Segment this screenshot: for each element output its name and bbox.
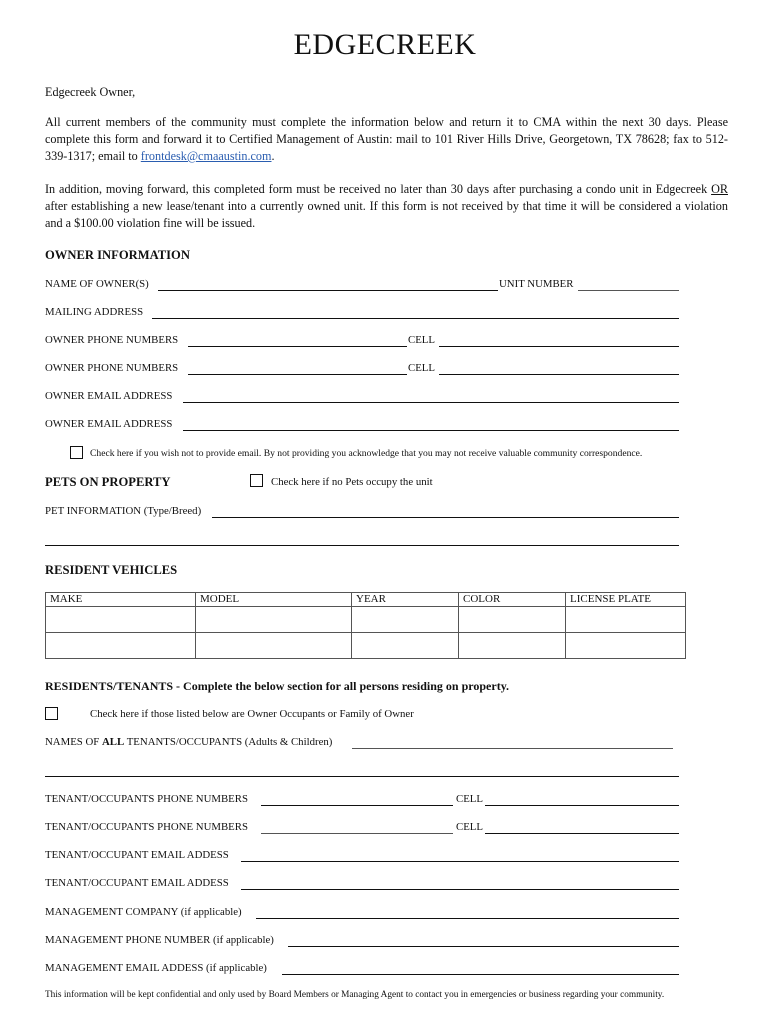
tenant-names-field[interactable] [352,748,673,749]
pets-heading: PETS ON PROPERTY [45,475,171,489]
pet-info-field[interactable] [212,517,679,518]
vehicle-color-cell[interactable] [459,607,566,633]
table-row [46,607,686,633]
salutation: Edgecreek Owner, [45,85,136,99]
tenant-names-label-c: TENANTS/OCCUPANTS (Adults & Children) [124,736,333,748]
owner-email-label-1: OWNER EMAIL ADDRESS [45,390,173,402]
owner-phone-field-1[interactable] [188,346,407,347]
addition-after: after establishing a new lease/tenant into a currently owned unit. If this form is not received by that time it will be considered a violation and a $100.00 violation fine will be issued. [45,199,728,230]
email-link[interactable]: frontdesk@cmaaustin.com [140,149,272,163]
tenant-email-field-1[interactable] [241,861,679,862]
owner-name-field[interactable] [158,290,498,291]
vehicle-year-cell[interactable] [352,607,459,633]
tenant-email-label-1: TENANT/OCCUPANT EMAIL ADDESS [45,849,229,861]
unit-number-field[interactable] [578,290,679,291]
mailing-address-label: MAILING ADDRESS [45,306,144,318]
page-title: EDGECREEK [293,28,477,61]
vehicle-plate-cell[interactable] [566,607,686,633]
residents-heading: RESIDENTS/TENANTS - Complete the below section for all persons residing on property. [45,679,510,693]
col-year: YEAR [352,593,459,607]
vehicle-make-cell[interactable] [46,607,196,633]
vehicle-make-cell[interactable] [46,633,196,659]
owner-name-label: NAME OF OWNER(S) [45,278,149,290]
vehicle-color-cell[interactable] [459,633,566,659]
no-pets-check-label: Check here if no Pets occupy the unit [271,476,433,488]
owner-email-label-2: OWNER EMAIL ADDRESS [45,418,173,430]
tenant-email-label-2: TENANT/OCCUPANT EMAIL ADDESS [45,877,229,889]
tenant-names-label-a: NAMES OF [45,736,102,748]
owner-occupants-check-label: Check here if those listed below are Owner Occupants or Family of Owner [90,708,414,720]
unit-number-label: UNIT NUMBER [499,278,574,290]
pet-info-label: PET INFORMATION (Type/Breed) [45,505,202,517]
owner-phone-label-1: OWNER PHONE NUMBERS [45,334,179,346]
mailing-address-field[interactable] [152,318,679,319]
owner-phone-label-2: OWNER PHONE NUMBERS [45,362,179,374]
addition-or: OR [711,182,728,196]
no-email-checkbox[interactable] [70,446,83,459]
owner-phone-field-2[interactable] [188,374,407,375]
no-pets-checkbox[interactable] [250,474,263,487]
intro-text: All current members of the community must complete the information below and return it to CMA within the next 30 days. Please complete this form and forward it to Certified Management of Austin: mail to 101 River Hills Drive, Georgetown, TX 78628; fax to 512-339-1317; email to [45,115,728,163]
tenant-cell-field-1[interactable] [485,805,679,806]
owner-email-field-1[interactable] [183,402,679,403]
tenant-names-label [45,736,332,748]
tenant-cell-label-2: CELL [456,821,483,833]
vehicles-heading: RESIDENT VEHICLES [45,563,178,577]
tenant-cell-label-1: CELL [456,793,483,805]
owner-cell-field-1[interactable] [439,346,679,347]
mgmt-email-field[interactable] [282,974,679,975]
vehicles-header-row [46,593,686,607]
tenant-names-field-2[interactable] [45,776,679,777]
no-email-check-label: Check here if you wish not to provide email. By not providing you acknowledge that you may not receive valuable community correspondence. [90,448,643,459]
vehicle-plate-cell[interactable] [566,633,686,659]
owner-cell-label-2: CELL [408,362,435,374]
table-row [46,633,686,659]
owner-info-heading: OWNER INFORMATION [45,248,190,262]
mgmt-company-field[interactable] [256,918,679,919]
mgmt-phone-field[interactable] [288,946,679,947]
tenant-phone-label-2: TENANT/OCCUPANTS PHONE NUMBERS [45,821,248,833]
owner-cell-label-1: CELL [408,334,435,346]
tenant-phone-field-1[interactable] [261,805,453,806]
mgmt-phone-label: MANAGEMENT PHONE NUMBER (if applicable) [45,934,274,946]
intro-paragraph [45,114,728,165]
vehicles-table [45,592,686,659]
vehicle-model-cell[interactable] [196,633,352,659]
intro-end: . [271,149,275,163]
vehicle-model-cell[interactable] [196,607,352,633]
owner-cell-field-2[interactable] [439,374,679,375]
mgmt-email-label: MANAGEMENT EMAIL ADDESS (if applicable) [45,962,267,974]
owner-email-field-2[interactable] [183,430,679,431]
tenant-email-field-2[interactable] [241,889,679,890]
tenant-phone-label-1: TENANT/OCCUPANTS PHONE NUMBERS [45,793,248,805]
col-license-plate: LICENSE PLATE [566,593,686,607]
col-make: MAKE [46,593,196,607]
vehicle-year-cell[interactable] [352,633,459,659]
pet-info-field-2[interactable] [45,545,679,546]
addition-before: In addition, moving forward, this completed form must be received no later than 30 days after purchasing a condo unit in Edgecreek [45,182,712,196]
col-model: MODEL [196,593,352,607]
footer-note: This information will be kept confidential and only used by Board Members or Managing Agent to contact you in emergencies or business regarding your community. [45,990,665,1000]
tenant-names-label-all: ALL [102,736,125,748]
tenant-phone-field-2[interactable] [261,833,453,834]
tenant-cell-field-2[interactable] [485,833,679,834]
mgmt-company-label: MANAGEMENT COMPANY (if applicable) [45,906,242,918]
col-color: COLOR [459,593,566,607]
owner-occupants-checkbox[interactable] [45,707,58,720]
addition-paragraph [45,181,728,232]
